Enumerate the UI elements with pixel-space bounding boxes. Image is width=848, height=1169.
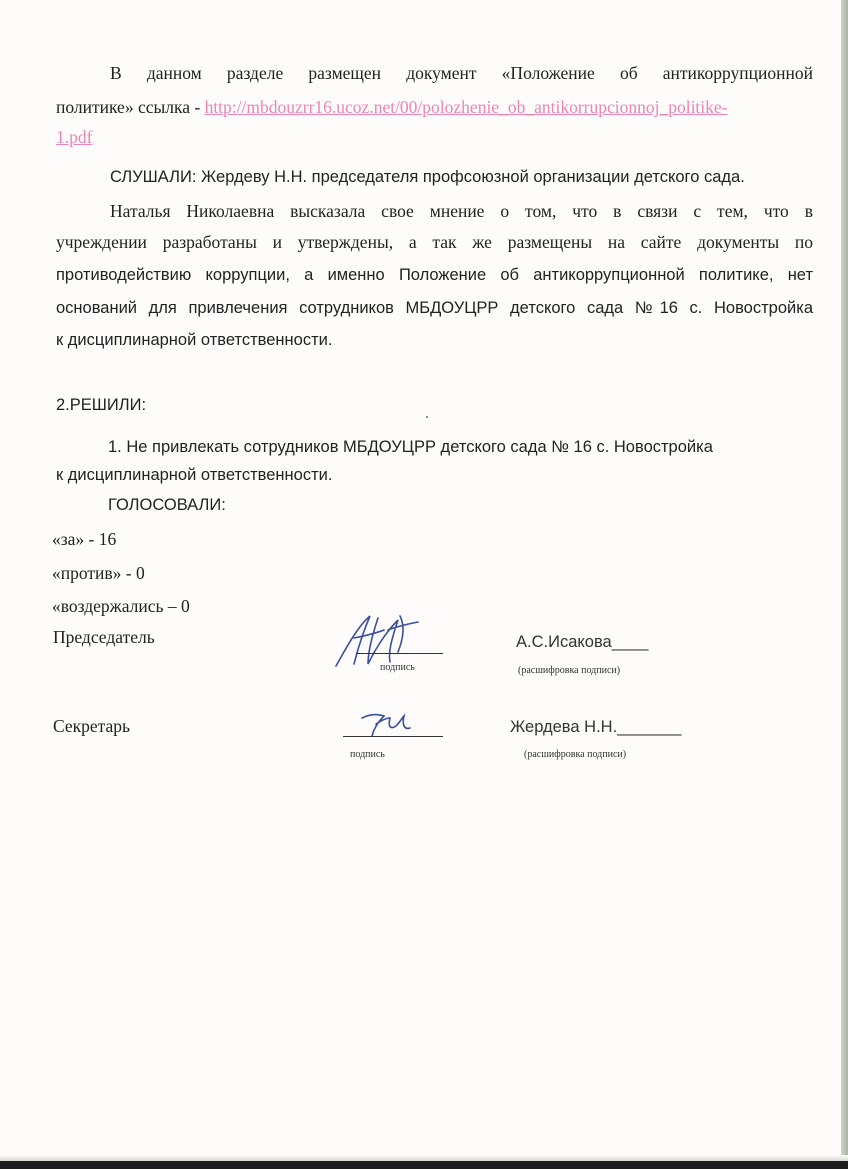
decision-line-2: к дисциплинарной ответственности.	[56, 466, 333, 484]
opinion-line-2: учреждении разработаны и утверждены, а так же размещены на сайте документы по	[56, 232, 813, 252]
secretary-signature-mark	[356, 704, 426, 740]
paragraph-document-line-3	[56, 126, 813, 148]
scan-edge-right	[841, 0, 848, 1169]
chairman-signature-caption: подпись	[380, 662, 415, 673]
opinion-line-3: противодействию коррупции, а именно Положение об антикоррупционной политике, нет	[56, 266, 813, 284]
secretary-name-caption: (расшифровка подписи)	[524, 749, 627, 760]
policy-document-link[interactable]: http://mbdouzrr16.ucoz.net/00/polozhenie_ob_antikorrupcionnoj_politike-	[204, 97, 728, 117]
heard-line: СЛУШАЛИ: Жердеву Н.Н. председателя профсоюзной организации детского сада.	[110, 168, 745, 186]
vote-abstained: «воздержались – 0	[52, 596, 190, 616]
paragraph-document-line-1: В данном разделе размещен документ «Положение об антикоррупционной	[110, 63, 813, 83]
secretary-signature-caption: подпись	[350, 749, 385, 760]
vote-against: «против» - 0	[52, 563, 145, 583]
opinion-line-4: оснований для привлечения сотрудников МБДОУЦРР детского сада №16 с. Новостройка	[56, 299, 813, 317]
policy-document-link-continued[interactable]: 1.pdf	[56, 127, 93, 147]
secretary-role-label: Секретарь	[53, 716, 131, 736]
chairman-signature-line	[356, 653, 443, 654]
secretary-name: Жердева Н.Н._______	[510, 718, 682, 736]
link-intro-text: политике» ссылка -	[56, 97, 205, 117]
chairman-name: А.С.Исакова____	[516, 633, 649, 651]
chairman-name-caption: (расшифровка подписи)	[518, 665, 621, 676]
decision-line-1: 1. Не привлекать сотрудников МБДОУЦРР детского сада № 16 с. Новостройка	[108, 438, 713, 456]
paragraph-document-line-2	[56, 96, 813, 118]
vote-for: «за» - 16	[52, 529, 117, 549]
secretary-signature-line	[343, 736, 443, 737]
scan-edge-bottom	[0, 1161, 848, 1169]
opinion-line-5: к дисциплинарной ответственности.	[56, 331, 333, 349]
decided-heading: 2.РЕШИЛИ:	[56, 396, 147, 414]
scan-speck	[426, 416, 428, 418]
chairman-role-label: Председатель	[53, 627, 155, 647]
opinion-line-1: Наталья Николаевна высказала свое мнение о том, что в связи с тем, что в	[110, 201, 813, 221]
voted-heading: ГОЛОСОВАЛИ:	[108, 496, 226, 514]
